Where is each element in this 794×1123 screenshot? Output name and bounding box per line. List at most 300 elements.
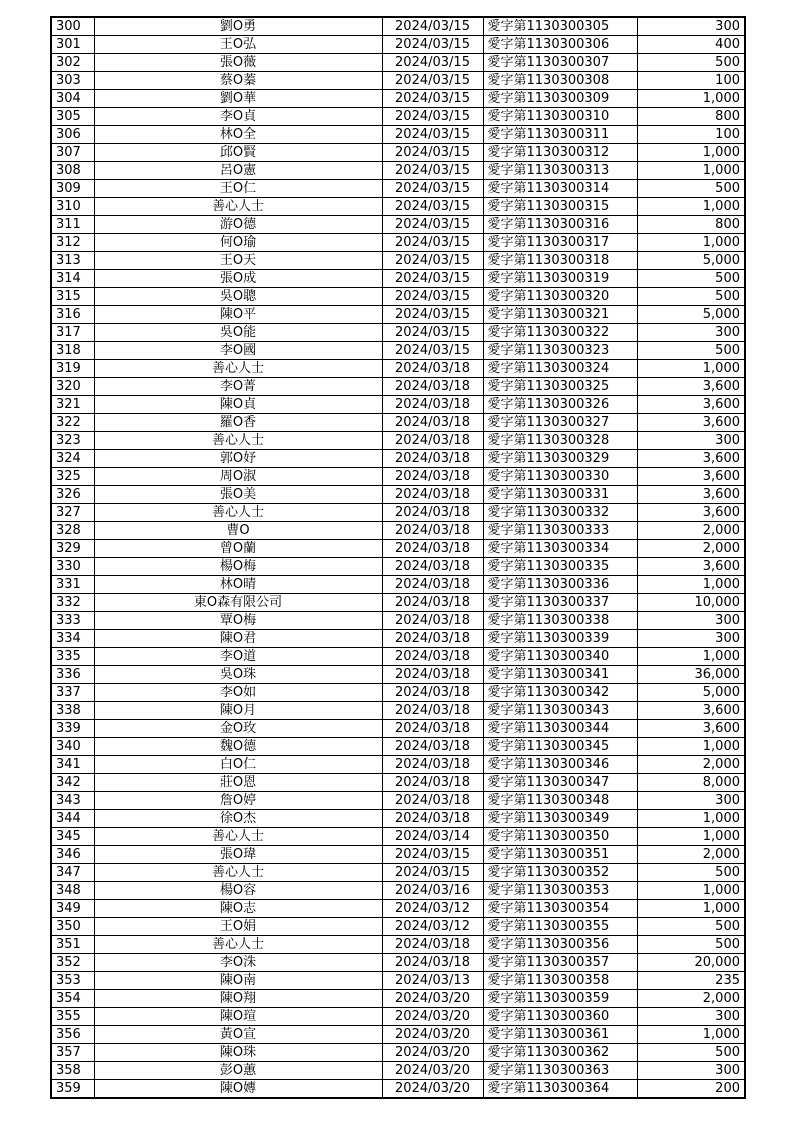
- donation-amount: 3,600: [637, 468, 745, 486]
- row-number: 310: [51, 198, 94, 216]
- donation-date: 2024/03/15: [382, 126, 483, 144]
- donation-date: 2024/03/20: [382, 1062, 483, 1080]
- donation-amount: 1,000: [637, 234, 745, 252]
- row-number: 316: [51, 306, 94, 324]
- table-row: [51, 450, 745, 468]
- donation-amount: 2,000: [637, 756, 745, 774]
- receipt-number: 愛字第1130300355: [483, 918, 637, 936]
- donation-date: 2024/03/18: [382, 738, 483, 756]
- donation-amount: 235: [637, 972, 745, 990]
- table-row: [51, 846, 745, 864]
- donation-date: 2024/03/18: [382, 396, 483, 414]
- receipt-number: 愛字第1130300314: [483, 180, 637, 198]
- row-number: 304: [51, 90, 94, 108]
- donation-amount: 500: [637, 1044, 745, 1062]
- receipt-number: 愛字第1130300362: [483, 1044, 637, 1062]
- table-row: [51, 990, 745, 1008]
- donation-date: 2024/03/18: [382, 522, 483, 540]
- donation-date: 2024/03/12: [382, 918, 483, 936]
- donation-date: 2024/03/12: [382, 900, 483, 918]
- donation-amount: 3,600: [637, 396, 745, 414]
- row-number: 359: [51, 1080, 94, 1099]
- donor-name: 劉O勇: [94, 17, 382, 36]
- table-row: [51, 666, 745, 684]
- table-row: [51, 234, 745, 252]
- donor-name: 李O洙: [94, 954, 382, 972]
- table-row: [51, 792, 745, 810]
- table-row: [51, 17, 745, 36]
- table-row: [51, 1062, 745, 1080]
- donation-amount: 8,000: [637, 774, 745, 792]
- row-number: 311: [51, 216, 94, 234]
- row-number: 341: [51, 756, 94, 774]
- row-number: 332: [51, 594, 94, 612]
- receipt-number: 愛字第1130300344: [483, 720, 637, 738]
- table-row: [51, 432, 745, 450]
- donation-amount: 500: [637, 180, 745, 198]
- donor-name: 陳O翔: [94, 990, 382, 1008]
- receipt-number: 愛字第1130300317: [483, 234, 637, 252]
- donation-amount: 300: [637, 324, 745, 342]
- donation-amount: 800: [637, 216, 745, 234]
- donation-table-body: [51, 17, 745, 1098]
- donation-date: 2024/03/20: [382, 990, 483, 1008]
- receipt-number: 愛字第1130300342: [483, 684, 637, 702]
- table-row: [51, 828, 745, 846]
- donation-date: 2024/03/18: [382, 360, 483, 378]
- row-number: 308: [51, 162, 94, 180]
- receipt-number: 愛字第1130300349: [483, 810, 637, 828]
- receipt-number: 愛字第1130300327: [483, 414, 637, 432]
- receipt-number: 愛字第1130300334: [483, 540, 637, 558]
- row-number: 302: [51, 54, 94, 72]
- receipt-number: 愛字第1130300315: [483, 198, 637, 216]
- table-row: [51, 288, 745, 306]
- table-row: [51, 468, 745, 486]
- table-row: [51, 522, 745, 540]
- row-number: 305: [51, 108, 94, 126]
- donation-date: 2024/03/18: [382, 378, 483, 396]
- donation-amount: 3,600: [637, 558, 745, 576]
- row-number: 356: [51, 1026, 94, 1044]
- table-row: [51, 702, 745, 720]
- table-row: [51, 72, 745, 90]
- donation-amount: 36,000: [637, 666, 745, 684]
- donor-name: 黃O宣: [94, 1026, 382, 1044]
- donor-name: 陳O月: [94, 702, 382, 720]
- donation-date: 2024/03/18: [382, 954, 483, 972]
- table-row: [51, 126, 745, 144]
- table-row: [51, 342, 745, 360]
- donor-name: 覃O梅: [94, 612, 382, 630]
- table-row: [51, 720, 745, 738]
- receipt-number: 愛字第1130300321: [483, 306, 637, 324]
- donor-name: 蔡O蓁: [94, 72, 382, 90]
- donor-name: 王O天: [94, 252, 382, 270]
- donor-name: 李O國: [94, 342, 382, 360]
- donor-name: 善心人士: [94, 864, 382, 882]
- receipt-number: 愛字第1130300325: [483, 378, 637, 396]
- table-row: [51, 738, 745, 756]
- row-number: 327: [51, 504, 94, 522]
- donor-name: 莊O恩: [94, 774, 382, 792]
- donation-amount: 500: [637, 270, 745, 288]
- receipt-number: 愛字第1130300346: [483, 756, 637, 774]
- donation-amount: 3,600: [637, 486, 745, 504]
- receipt-number: 愛字第1130300340: [483, 648, 637, 666]
- row-number: 306: [51, 126, 94, 144]
- receipt-number: 愛字第1130300360: [483, 1008, 637, 1026]
- donation-amount: 1,000: [637, 576, 745, 594]
- donation-amount: 500: [637, 342, 745, 360]
- table-row: [51, 684, 745, 702]
- donor-name: 徐O杰: [94, 810, 382, 828]
- donor-name: 羅O香: [94, 414, 382, 432]
- donor-name: 善心人士: [94, 360, 382, 378]
- donation-amount: 1,000: [637, 900, 745, 918]
- table-row: [51, 180, 745, 198]
- donation-date: 2024/03/15: [382, 342, 483, 360]
- receipt-number: 愛字第1130300338: [483, 612, 637, 630]
- table-row: [51, 486, 745, 504]
- donor-name: 張O瑋: [94, 846, 382, 864]
- receipt-number: 愛字第1130300333: [483, 522, 637, 540]
- table-row: [51, 162, 745, 180]
- donor-name: 陳O珠: [94, 1044, 382, 1062]
- row-number: 314: [51, 270, 94, 288]
- donation-amount: 1,000: [637, 360, 745, 378]
- donation-amount: 1,000: [637, 90, 745, 108]
- receipt-number: 愛字第1130300335: [483, 558, 637, 576]
- donation-date: 2024/03/18: [382, 792, 483, 810]
- donor-name: 善心人士: [94, 504, 382, 522]
- donation-amount: 300: [637, 1008, 745, 1026]
- row-number: 351: [51, 936, 94, 954]
- donation-date: 2024/03/15: [382, 198, 483, 216]
- table-row: [51, 252, 745, 270]
- donation-amount: 300: [637, 612, 745, 630]
- donor-name: 周O淑: [94, 468, 382, 486]
- donation-date: 2024/03/15: [382, 144, 483, 162]
- row-number: 313: [51, 252, 94, 270]
- receipt-number: 愛字第1130300339: [483, 630, 637, 648]
- receipt-number: 愛字第1130300336: [483, 576, 637, 594]
- receipt-number: 愛字第1130300310: [483, 108, 637, 126]
- donation-amount: 1,000: [637, 738, 745, 756]
- row-number: 342: [51, 774, 94, 792]
- donation-amount: 400: [637, 36, 745, 54]
- donor-name: 陳O貞: [94, 396, 382, 414]
- receipt-number: 愛字第1130300356: [483, 936, 637, 954]
- row-number: 354: [51, 990, 94, 1008]
- receipt-number: 愛字第1130300329: [483, 450, 637, 468]
- donation-date: 2024/03/18: [382, 468, 483, 486]
- donation-amount: 5,000: [637, 306, 745, 324]
- donation-amount: 5,000: [637, 252, 745, 270]
- receipt-number: 愛字第1130300313: [483, 162, 637, 180]
- donor-name: 李O貞: [94, 108, 382, 126]
- receipt-number: 愛字第1130300350: [483, 828, 637, 846]
- donation-date: 2024/03/20: [382, 1044, 483, 1062]
- donor-name: 金O玫: [94, 720, 382, 738]
- donation-amount: 1,000: [637, 198, 745, 216]
- donation-amount: 300: [637, 792, 745, 810]
- donor-name: 陳O嫥: [94, 1080, 382, 1099]
- donor-name: 張O薇: [94, 54, 382, 72]
- row-number: 321: [51, 396, 94, 414]
- donation-date: 2024/03/18: [382, 648, 483, 666]
- donor-name: 善心人士: [94, 432, 382, 450]
- donation-amount: 1,000: [637, 162, 745, 180]
- donation-amount: 3,600: [637, 378, 745, 396]
- donor-name: 楊O容: [94, 882, 382, 900]
- row-number: 339: [51, 720, 94, 738]
- receipt-number: 愛字第1130300345: [483, 738, 637, 756]
- donor-name: 曹O: [94, 522, 382, 540]
- row-number: 309: [51, 180, 94, 198]
- table-row: [51, 954, 745, 972]
- donation-date: 2024/03/15: [382, 90, 483, 108]
- donation-date: 2024/03/18: [382, 486, 483, 504]
- donation-date: 2024/03/18: [382, 432, 483, 450]
- row-number: 330: [51, 558, 94, 576]
- receipt-number: 愛字第1130300319: [483, 270, 637, 288]
- donation-amount: 300: [637, 630, 745, 648]
- donation-date: 2024/03/15: [382, 252, 483, 270]
- donation-amount: 2,000: [637, 990, 745, 1008]
- donation-date: 2024/03/15: [382, 36, 483, 54]
- donation-amount: 200: [637, 1080, 745, 1099]
- row-number: 347: [51, 864, 94, 882]
- row-number: 325: [51, 468, 94, 486]
- donation-date: 2024/03/18: [382, 594, 483, 612]
- row-number: 326: [51, 486, 94, 504]
- donor-name: 陳O瑄: [94, 1008, 382, 1026]
- table-row: [51, 972, 745, 990]
- donation-date: 2024/03/18: [382, 576, 483, 594]
- donor-name: 王O弘: [94, 36, 382, 54]
- donation-date: 2024/03/13: [382, 972, 483, 990]
- donor-name: 陳O南: [94, 972, 382, 990]
- row-number: 336: [51, 666, 94, 684]
- donation-date: 2024/03/18: [382, 450, 483, 468]
- donation-date: 2024/03/15: [382, 72, 483, 90]
- table-row: [51, 774, 745, 792]
- receipt-number: 愛字第1130300318: [483, 252, 637, 270]
- donor-name: 吳O能: [94, 324, 382, 342]
- table-row: [51, 648, 745, 666]
- donation-date: 2024/03/18: [382, 810, 483, 828]
- donor-name: 李O菁: [94, 378, 382, 396]
- donation-amount: 3,600: [637, 414, 745, 432]
- table-row: [51, 864, 745, 882]
- table-row: [51, 54, 745, 72]
- table-row: [51, 144, 745, 162]
- table-row: [51, 558, 745, 576]
- donation-date: 2024/03/20: [382, 1026, 483, 1044]
- receipt-number: 愛字第1130300305: [483, 17, 637, 36]
- donation-amount: 300: [637, 432, 745, 450]
- donation-amount: 2,000: [637, 540, 745, 558]
- table-row: [51, 504, 745, 522]
- row-number: 340: [51, 738, 94, 756]
- donation-amount: 300: [637, 17, 745, 36]
- donation-date: 2024/03/18: [382, 504, 483, 522]
- donor-name: 陳O平: [94, 306, 382, 324]
- row-number: 331: [51, 576, 94, 594]
- receipt-number: 愛字第1130300331: [483, 486, 637, 504]
- table-row: [51, 918, 745, 936]
- receipt-number: 愛字第1130300308: [483, 72, 637, 90]
- row-number: 349: [51, 900, 94, 918]
- receipt-number: 愛字第1130300361: [483, 1026, 637, 1044]
- row-number: 317: [51, 324, 94, 342]
- table-row: [51, 396, 745, 414]
- row-number: 324: [51, 450, 94, 468]
- donation-amount: 20,000: [637, 954, 745, 972]
- donation-date: 2024/03/18: [382, 684, 483, 702]
- row-number: 319: [51, 360, 94, 378]
- row-number: 350: [51, 918, 94, 936]
- donation-amount: 10,000: [637, 594, 745, 612]
- row-number: 348: [51, 882, 94, 900]
- donation-amount: 2,000: [637, 846, 745, 864]
- donation-amount: 3,600: [637, 450, 745, 468]
- receipt-number: 愛字第1130300359: [483, 990, 637, 1008]
- table-row: [51, 594, 745, 612]
- donation-date: 2024/03/14: [382, 828, 483, 846]
- table-row: [51, 90, 745, 108]
- row-number: 343: [51, 792, 94, 810]
- donor-name: 何O瑜: [94, 234, 382, 252]
- donation-date: 2024/03/18: [382, 720, 483, 738]
- donor-name: 白O仁: [94, 756, 382, 774]
- donation-date: 2024/03/20: [382, 1080, 483, 1099]
- donor-name: 張O成: [94, 270, 382, 288]
- receipt-number: 愛字第1130300309: [483, 90, 637, 108]
- donor-name: 王O娟: [94, 918, 382, 936]
- table-row: [51, 1026, 745, 1044]
- donation-date: 2024/03/15: [382, 288, 483, 306]
- row-number: 300: [51, 17, 94, 36]
- donation-amount: 800: [637, 108, 745, 126]
- donor-name: 林O全: [94, 126, 382, 144]
- donor-name: 王O仁: [94, 180, 382, 198]
- donation-amount: 500: [637, 864, 745, 882]
- receipt-number: 愛字第1130300311: [483, 126, 637, 144]
- table-row: [51, 882, 745, 900]
- row-number: 323: [51, 432, 94, 450]
- row-number: 345: [51, 828, 94, 846]
- table-row: [51, 198, 745, 216]
- donor-name: 游O德: [94, 216, 382, 234]
- receipt-number: 愛字第1130300363: [483, 1062, 637, 1080]
- row-number: 315: [51, 288, 94, 306]
- donation-amount: 2,000: [637, 522, 745, 540]
- donor-name: 東O森有限公司: [94, 594, 382, 612]
- donation-date: 2024/03/18: [382, 702, 483, 720]
- donation-date: 2024/03/15: [382, 108, 483, 126]
- donation-date: 2024/03/15: [382, 180, 483, 198]
- row-number: 344: [51, 810, 94, 828]
- donation-date: 2024/03/18: [382, 756, 483, 774]
- donation-date: 2024/03/15: [382, 17, 483, 36]
- receipt-number: 愛字第1130300326: [483, 396, 637, 414]
- table-row: [51, 414, 745, 432]
- table-row: [51, 540, 745, 558]
- table-row: [51, 1044, 745, 1062]
- row-number: 337: [51, 684, 94, 702]
- donor-name: 善心人士: [94, 198, 382, 216]
- donation-amount: 5,000: [637, 684, 745, 702]
- table-row: [51, 378, 745, 396]
- donation-amount: 1,000: [637, 144, 745, 162]
- donation-amount: 500: [637, 936, 745, 954]
- receipt-number: 愛字第1130300312: [483, 144, 637, 162]
- receipt-number: 愛字第1130300322: [483, 324, 637, 342]
- donation-amount: 1,000: [637, 648, 745, 666]
- table-row: [51, 630, 745, 648]
- donation-date: 2024/03/15: [382, 306, 483, 324]
- receipt-number: 愛字第1130300348: [483, 792, 637, 810]
- donation-date: 2024/03/15: [382, 54, 483, 72]
- donation-amount: 1,000: [637, 1026, 745, 1044]
- table-row: [51, 810, 745, 828]
- receipt-number: 愛字第1130300320: [483, 288, 637, 306]
- donation-date: 2024/03/15: [382, 234, 483, 252]
- row-number: 353: [51, 972, 94, 990]
- table-row: [51, 1080, 745, 1099]
- receipt-number: 愛字第1130300358: [483, 972, 637, 990]
- donor-name: 呂O憲: [94, 162, 382, 180]
- donor-name: 魏O德: [94, 738, 382, 756]
- row-number: 335: [51, 648, 94, 666]
- row-number: 357: [51, 1044, 94, 1062]
- donation-amount: 100: [637, 72, 745, 90]
- donation-date: 2024/03/15: [382, 324, 483, 342]
- receipt-number: 愛字第1130300352: [483, 864, 637, 882]
- donation-amount: 500: [637, 54, 745, 72]
- donor-name: 陳O君: [94, 630, 382, 648]
- donation-date: 2024/03/20: [382, 1008, 483, 1026]
- table-row: [51, 306, 745, 324]
- receipt-number: 愛字第1130300351: [483, 846, 637, 864]
- receipt-number: 愛字第1130300332: [483, 504, 637, 522]
- donation-date: 2024/03/16: [382, 882, 483, 900]
- donor-name: 李O道: [94, 648, 382, 666]
- donor-name: 郭O妤: [94, 450, 382, 468]
- donation-table: [50, 16, 746, 1099]
- donation-amount: 100: [637, 126, 745, 144]
- donor-name: 善心人士: [94, 828, 382, 846]
- donation-date: 2024/03/15: [382, 270, 483, 288]
- table-row: [51, 900, 745, 918]
- row-number: 307: [51, 144, 94, 162]
- receipt-number: 愛字第1130300324: [483, 360, 637, 378]
- donor-name: 吳O珠: [94, 666, 382, 684]
- receipt-number: 愛字第1130300323: [483, 342, 637, 360]
- donor-name: 陳O志: [94, 900, 382, 918]
- donation-amount: 500: [637, 288, 745, 306]
- row-number: 352: [51, 954, 94, 972]
- receipt-number: 愛字第1130300306: [483, 36, 637, 54]
- donation-date: 2024/03/18: [382, 666, 483, 684]
- donor-name: 邱O賢: [94, 144, 382, 162]
- donation-date: 2024/03/18: [382, 630, 483, 648]
- donation-amount: 3,600: [637, 720, 745, 738]
- donation-list-page: [50, 16, 744, 1099]
- donor-name: 善心人士: [94, 936, 382, 954]
